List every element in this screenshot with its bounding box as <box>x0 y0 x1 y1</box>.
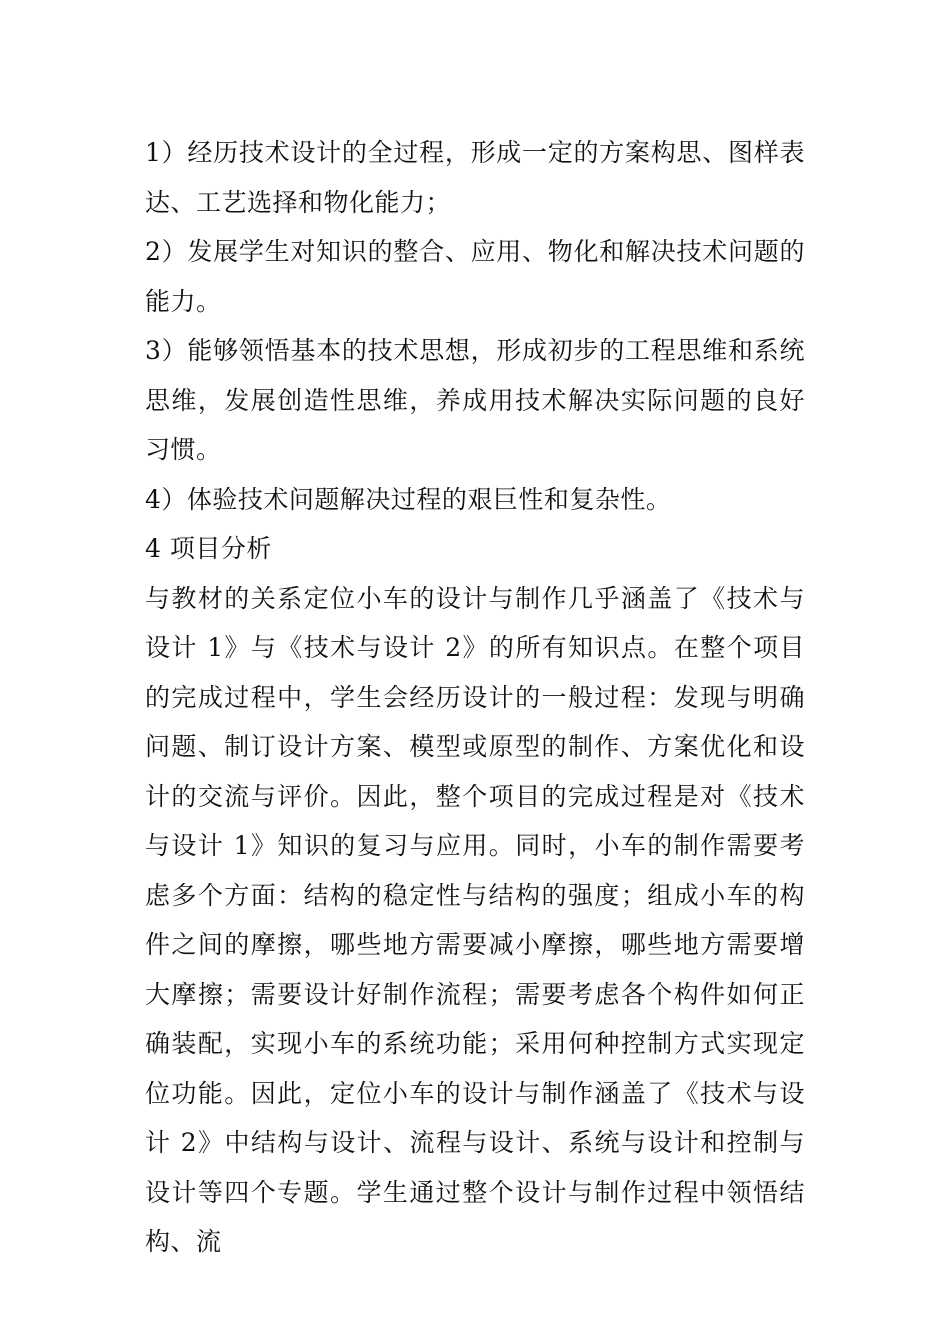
section-heading: 4 项目分析 <box>145 534 272 563</box>
document-body <box>145 128 805 1267</box>
analysis-paragraph: 与教材的关系定位小车的设计与制作几乎涵盖了《技术与设计 1》与《技术与设计 2》的所有知识点。在整个项目的完成过程中，学生会经历设计的一般过程：发现与明确问题、制订设计方案、模型或原型的制作、方案优化和设计的交流与评价。因此，整个项目的完成过程是对《技术与设计 1》知识的复习与应用。同时，小车的制作需要考虑多个方面：结构的稳定性与结构的强度；组成小车的构件之间的摩擦，哪些地方需要减小摩擦，哪些地方需要增大摩擦；需要设计好制作流程；需要考虑各个构件如何正确装配，实现小车的系统功能；采用何种控制方式实现定位功能。因此，定位小车的设计与制作涵盖了《技术与设计 2》中结构与设计、流程与设计、系统与设计和控制与设计等四个专题。学生通过整个设计与制作过程中领悟结构、流 <box>145 583 805 1256</box>
objective-1: 1）经历技术设计的全过程，形成一定的方案构思、图样表达、工艺选择和物化能力； <box>145 138 805 217</box>
objective-4: 4）体验技术问题解决过程的艰巨性和复杂性。 <box>145 484 672 514</box>
objective-2: 2）发展学生对知识的整合、应用、物化和解决技术问题的能力。 <box>145 237 805 316</box>
objective-3: 3）能够领悟基本的技术思想，形成初步的工程思维和系统思维，发展创造性思维，养成用技术解决实际问题的良好习惯。 <box>145 336 805 464</box>
